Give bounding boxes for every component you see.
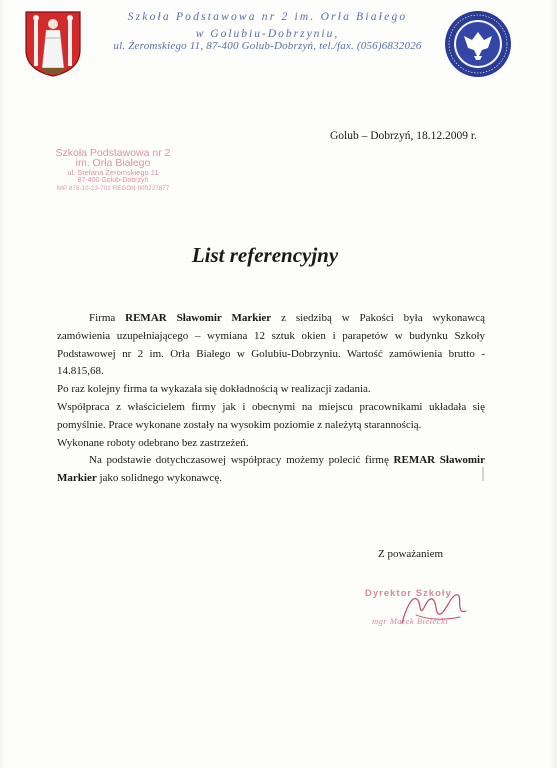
letter-title: List referencyjny: [191, 243, 339, 267]
school-emblem-icon: [444, 10, 512, 78]
signature-stamp-name: mgr Marek Bielecki: [372, 616, 449, 626]
stamp-line: im. Orła Białego: [75, 157, 151, 169]
letter-date: Golub – Dobrzyń, 18.12.2009 r.: [330, 130, 477, 142]
pen-mark: [482, 467, 484, 481]
company-name: REMAR Sławomir Markier: [125, 312, 272, 324]
body-text: jako solidnego wykonawcę.: [96, 472, 222, 485]
body-text: Firma: [89, 312, 126, 324]
body-line: Współpraca z właścicielem firmy jak i obecnymi na miejscu pracownikami układała się: [57, 400, 485, 413]
company-name: Markier: [57, 472, 97, 485]
stamp-line: NIP 878-10-23-702 REGON 000227877: [56, 186, 170, 192]
stamp-line: ul. Stefana Żeromskiego 11: [67, 168, 159, 177]
school-name: Szkoła Podstawowa nr 2 im. Orła Białego: [127, 11, 408, 23]
school-address: ul. Żeromskiego 11, 87-400 Golub-Dobrzyń, tel./fax. (056)6832026: [113, 40, 422, 52]
body-line: 14.815,68.: [57, 365, 104, 378]
body-line: zamówienia uzupełniającego – wymiana 12 sztuk okien i parapetów w budynku Szkoły: [57, 329, 485, 342]
letter-body: [57, 310, 485, 488]
handwritten-signature: [396, 585, 470, 635]
coat-of-arms-icon: [24, 10, 82, 78]
stamp-line: 87-400 Golub-Dobrzyń: [77, 177, 149, 184]
body-text: z siedzibą w Pakości była wykonawcą: [271, 312, 485, 324]
school-stamp: [43, 148, 183, 193]
body-line: [57, 452, 485, 470]
school-town: w Golubiu-Dobrzyniu,: [195, 28, 340, 40]
body-line: [57, 310, 485, 328]
closing-regards: Z poważaniem: [378, 548, 444, 560]
company-name: REMAR Sławomir: [393, 454, 485, 467]
body-line: [57, 470, 485, 488]
signature-stamp-title: Dyrektor Szkoły: [365, 588, 452, 599]
body-line: Podstawowej nr 2 im. Orła Białego w Golubiu-Dobrzyniu. Wartość zamówienia brutto -: [57, 347, 485, 360]
body-line: Po raz kolejny firma ta wykazała się dokładnością w realizacji zadania.: [57, 383, 371, 396]
body-line: Wykonane roboty odebrano bez zastrzeżeń.: [57, 436, 249, 449]
stamp-line: Szkoła Podstawowa nr 2: [55, 147, 171, 159]
body-line: pomyślnie. Prace wykonane zostały na wysokim poziomie z należytą starannością.: [57, 418, 422, 431]
body-text: Na podstawie dotychczasowej współpracy możemy polecić firmę: [89, 454, 394, 467]
